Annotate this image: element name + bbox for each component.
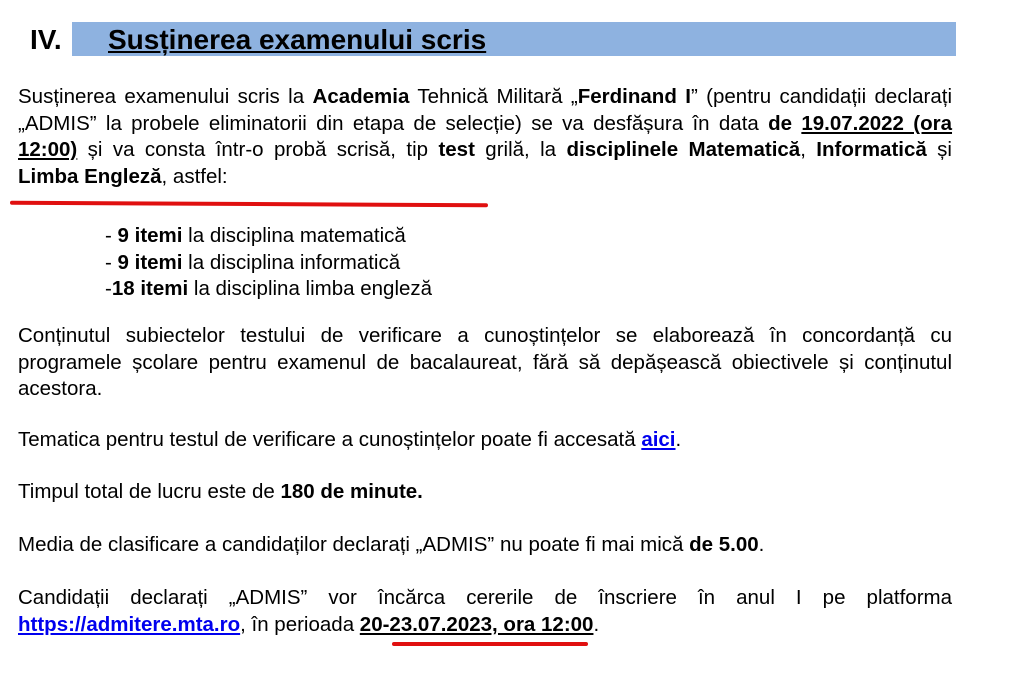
p6-text-2: , în perioada xyxy=(240,612,360,636)
p1-text-5: grilă, la xyxy=(474,138,567,161)
item-text: la disciplina limba engleză xyxy=(188,277,433,300)
list-item: -18 itemi la disciplina limba engleză xyxy=(105,277,433,300)
list-item: - 9 itemi la disciplina matematică xyxy=(105,224,406,247)
item-text: la disciplina matematică xyxy=(182,224,406,247)
registration-period: 20-23.07.2023, ora 12:00 xyxy=(359,612,594,636)
p3-text: Tematica pentru testul de verificare a cunoștințelor poate fi accesată xyxy=(18,428,642,451)
red-underline-annotation xyxy=(10,201,488,208)
section-title: Susținerea examenului scris xyxy=(108,24,487,55)
p1-text-3: ” (pentru candidații declarați „ADMIS” la probele eliminatorii din etapa de selecție) se va desfășura în data xyxy=(18,85,953,135)
duration-paragraph xyxy=(18,479,952,506)
item-text: la disciplina informatică xyxy=(182,250,401,274)
p1-test: test xyxy=(438,138,475,161)
p4-text: Timpul total de lucru este de xyxy=(18,480,281,503)
p1-text-1: Susținerea examenului scris la xyxy=(18,85,313,108)
item-count: 9 itemi xyxy=(117,224,183,247)
min-grade-paragraph: Media de clasificare a candidaților declarați „ADMIS” nu poate fi mai mică de 5.00. xyxy=(18,533,765,556)
list-item: - 9 itemi la disciplina informatică xyxy=(105,250,401,274)
p1-text-7: și xyxy=(926,138,952,161)
exam-intro-paragraph xyxy=(18,84,952,190)
item-count: 9 itemi xyxy=(117,250,183,274)
p1-text-8: , astfel: xyxy=(161,164,228,188)
p1-text-2: Tehnică Militară „ xyxy=(409,85,578,108)
registration-paragraph: Candidații declarați „ADMIS” vor încărca cererile de înscriere în anul I pe platforma https://admitere.mta.ro, în perioada 20-23.07.2023, ora 12:00. xyxy=(18,586,952,636)
p6-text-1: Candidații declarați „ADMIS” vor încărca cererile de înscriere în anul I pe platforma xyxy=(18,586,952,609)
p1-academy-word: Academia xyxy=(312,85,410,108)
items-list xyxy=(105,223,432,303)
p1-discipline-math: disciplinele Matematică xyxy=(566,138,801,161)
min-grade: 5.00 xyxy=(718,533,759,556)
section-heading xyxy=(30,22,956,58)
exam-date: 19.07.2022 (ora 12:00) xyxy=(18,111,953,161)
item-count: 18 itemi xyxy=(111,277,189,300)
content-paragraph: Conținutul subiectelor testului de verificare a cunoștințelor se elaborează în concordanță cu programele școlare pentru examenul de bacalaureat, fără să depășească obiectivele și conținutul acestora. xyxy=(18,324,952,400)
p1-discipline-english: Limba Engleză xyxy=(18,164,162,188)
p1-text-6: , xyxy=(800,138,817,161)
exam-duration: 180 de minute. xyxy=(280,480,423,503)
p1-ferdinand: Ferdinand I xyxy=(577,85,691,108)
section-number: IV. xyxy=(30,24,62,55)
p1-discipline-it: Informatică xyxy=(816,138,927,161)
p1-text-4: și va consta într-o probă scrisă, tip xyxy=(77,138,439,161)
red-underline-annotation xyxy=(392,642,588,646)
topics-paragraph: Tematica pentru testul de verificare a cunoștințelor poate fi accesată aici. xyxy=(18,428,682,451)
p1-de: de xyxy=(768,111,802,135)
p5-text: Media de clasificare a candidaților declarați „ADMIS” nu poate fi mai mică xyxy=(18,533,690,556)
topics-link[interactable]: aici xyxy=(641,428,676,451)
admission-platform-link[interactable]: https://admitere.mta.ro xyxy=(18,612,241,636)
